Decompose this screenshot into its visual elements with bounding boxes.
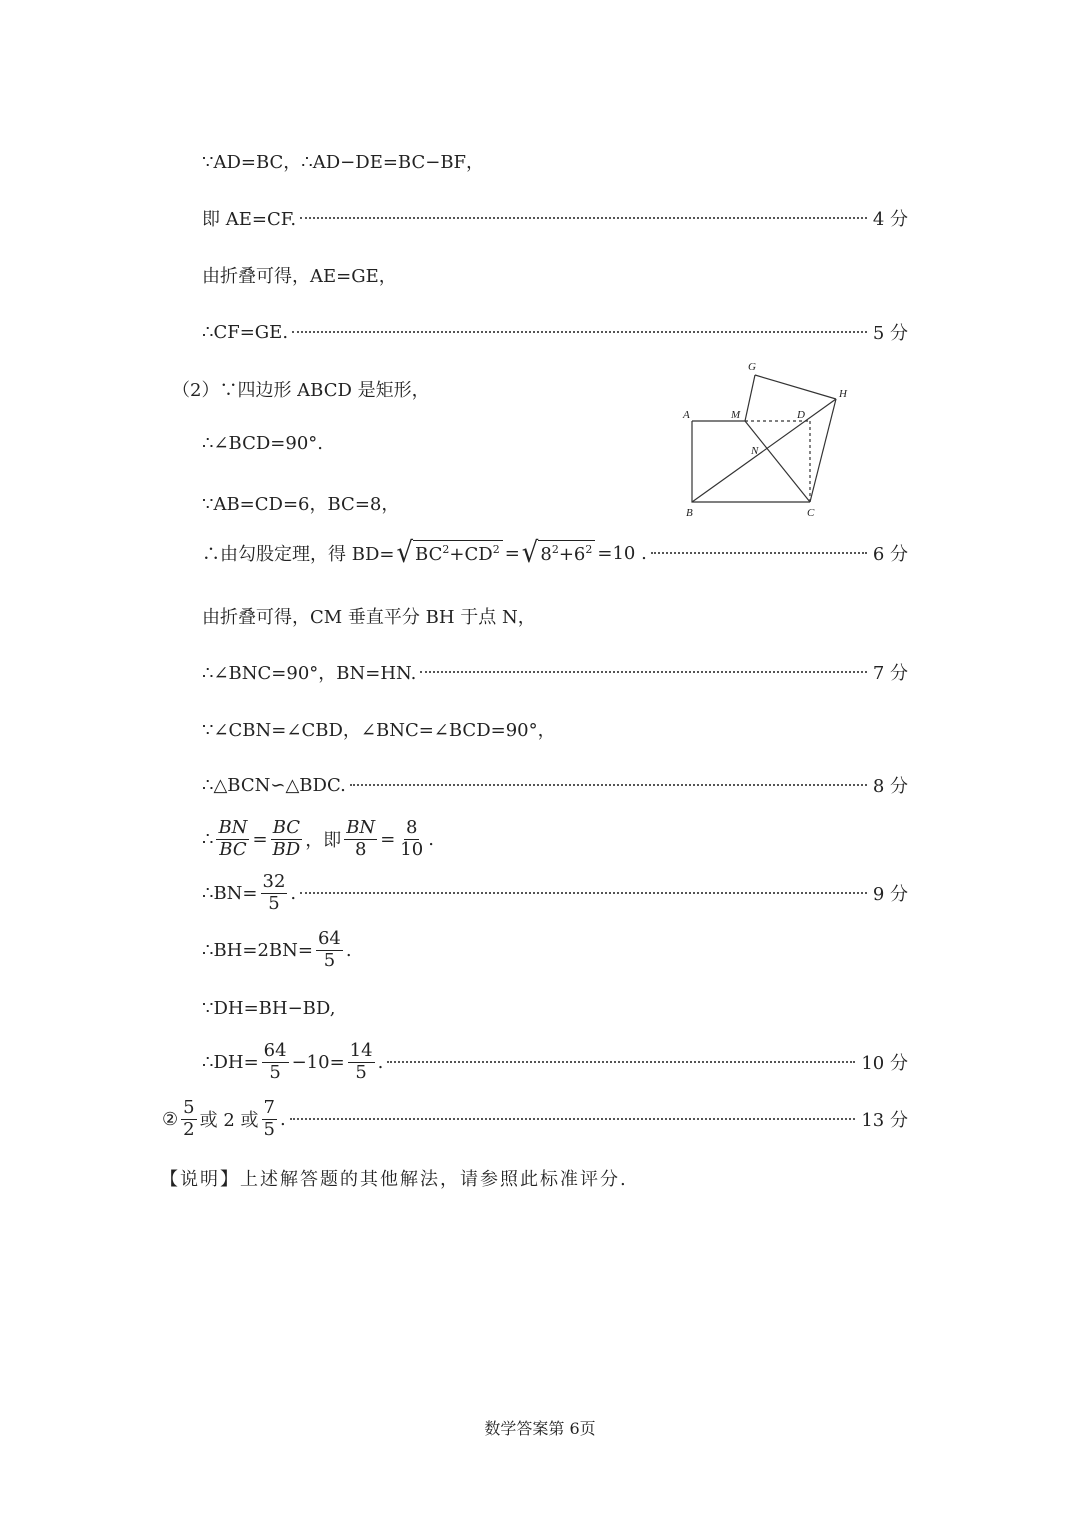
grading-note: 【说明】上述解答题的其他解法，请参照此标准评分. (160, 1169, 628, 1190)
score-mark: 4 分 (872, 209, 908, 230)
step-text: ∵∠CBN=∠CBD，∠BNC=∠BCD=90°， (202, 720, 556, 741)
label-d: D (797, 409, 805, 421)
step-text: ∵DH=BH−BD, (202, 998, 336, 1019)
step-fold-perpendicular (202, 603, 908, 629)
step-angle-equal (202, 716, 908, 742)
radicand-term: BC (415, 544, 443, 565)
fraction: $\frac{32}{5}$ (262, 871, 286, 914)
step-text: . (345, 939, 352, 961)
sqrt-expression: √ $BC^2+CD^2$ (396, 540, 502, 566)
step-cf-ge (202, 319, 908, 345)
step-bh-value (202, 929, 908, 971)
score-mark: 10 分 (861, 1053, 908, 1075)
dot-leader (290, 1118, 856, 1120)
step-text: ∵AD=BC，∴AD−DE=BC−BF， (202, 152, 485, 173)
segment-mg (745, 375, 755, 421)
label-c: C (807, 507, 815, 519)
dot-leader (292, 331, 867, 333)
step-text: ∴CF=GE. (202, 321, 289, 343)
step-text: . (290, 882, 297, 904)
step-fold-ae-ge (202, 262, 908, 288)
step-text: =10 . (597, 542, 647, 564)
step-angle-bnc (202, 659, 908, 685)
score-mark: 5 分 (872, 323, 908, 344)
step-ratio (202, 818, 908, 860)
label-g: G (748, 361, 756, 373)
score-mark: 9 分 (872, 884, 908, 906)
score-mark: 7 分 (872, 663, 908, 684)
dot-leader (420, 671, 866, 673)
page-footer: 数学答案第 6页 (484, 1419, 596, 1438)
step-pythagoras (202, 536, 908, 570)
step-text: ∴由勾股定理，得 BD= (202, 544, 395, 565)
sqrt-expression: √ $8^2+6^2$ (522, 540, 596, 566)
dot-leader (651, 552, 867, 554)
label-n: N (751, 445, 759, 457)
equals-sign: = (252, 828, 268, 850)
step-text: ∴ (202, 828, 214, 850)
geometry-figure (676, 358, 856, 522)
step-text: ∵AB=CD=6，BC=8， (202, 494, 400, 515)
score-mark: 6 分 (872, 544, 908, 565)
step-text: 即 AE=CF. (202, 209, 297, 230)
step-text: −10= (291, 1051, 345, 1073)
step-text: ，即 (305, 830, 342, 852)
step-dh-value (202, 1041, 908, 1083)
fraction: $\frac{5}{2}$ (183, 1097, 195, 1140)
label-m: M (731, 409, 741, 421)
dot-leader (300, 892, 867, 894)
radicand-term: +CD (449, 544, 493, 565)
step-text: ∴BN= (202, 882, 258, 904)
radicand-term: 8 (540, 544, 552, 565)
step-dh-formula (202, 998, 908, 1019)
equals-sign: = (504, 542, 520, 564)
fraction: $\frac{BN}{BC}$ (218, 817, 248, 860)
fraction: $\frac{64}{5}$ (317, 928, 341, 971)
circled-number: ② (162, 1108, 179, 1130)
fraction: $\frac{BC}{BD}$ (272, 817, 301, 860)
dot-leader (350, 784, 867, 786)
equals-sign: = (380, 828, 396, 850)
fraction: $\frac{14}{5}$ (349, 1040, 373, 1083)
step-text: 由折叠可得，CM 垂直平分 BH 于点 N， (202, 607, 536, 628)
step-text: ∴∠BNC=90°，BN=HN. (202, 663, 417, 684)
step-text: ∴△BCN∽△BDC. (202, 774, 346, 796)
fraction: $\frac{BN}{8}$ (346, 817, 376, 860)
step-similar-triangles (202, 772, 908, 798)
step-answer-2 (162, 1098, 908, 1140)
step-ae-cf (202, 205, 908, 231)
figure-svg (676, 358, 856, 522)
step-text: ∴DH= (202, 1051, 259, 1073)
step-text: . (377, 1051, 384, 1073)
step-text: ∴BH=2BN= (202, 939, 313, 961)
dot-leader (387, 1061, 855, 1063)
label-b: B (686, 507, 693, 519)
step-text: 或 2 或 (199, 1110, 259, 1132)
dot-leader (300, 217, 867, 219)
fraction: $\frac{8}{10}$ (400, 817, 424, 860)
segment-gh (755, 375, 836, 399)
step-ad-bc (202, 148, 908, 174)
score-mark: 13 分 (861, 1110, 908, 1132)
step-text: （2）∵四边形 ABCD 是矩形， (172, 380, 430, 401)
segment-mc (745, 421, 810, 502)
score-mark: 8 分 (872, 776, 908, 797)
step-bn-value (202, 872, 908, 914)
step-text: 由折叠可得，AE=GE， (202, 266, 397, 287)
label-a: A (683, 409, 690, 421)
step-text: ∴∠BCD=90°. (202, 433, 324, 454)
label-h: H (839, 388, 847, 400)
fraction: $\frac{7}{5}$ (263, 1097, 275, 1140)
radicand-term: +6 (558, 544, 586, 565)
step-text: . (279, 1108, 286, 1130)
step-text: . (428, 828, 434, 850)
fraction: $\frac{64}{5}$ (263, 1040, 287, 1083)
